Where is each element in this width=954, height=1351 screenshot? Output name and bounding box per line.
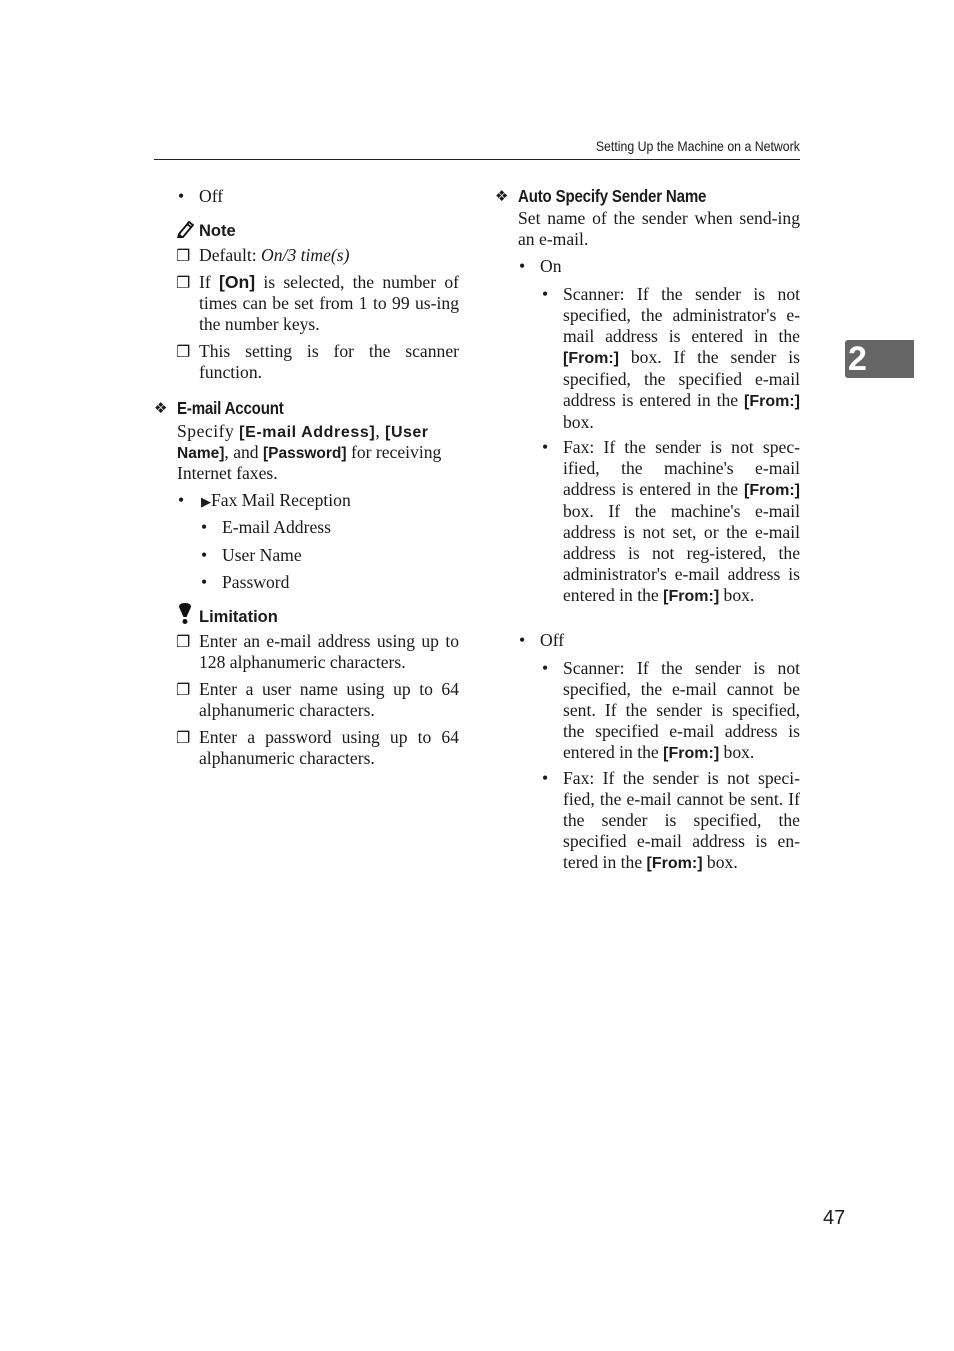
note-heading: Note xyxy=(199,222,236,240)
off-fax-text: Fax: If the sender is not speci-fied, the e-mail cannot be sent. If the sender is specified, the specified e-mail address is en-tered in the [From:] box. xyxy=(563,768,800,872)
off-option-right: Off xyxy=(540,630,565,650)
email-account-line3: Internet faxes. xyxy=(177,463,278,483)
sub-item-email-address: E-mail Address xyxy=(222,517,331,537)
bullet-icon: • xyxy=(542,284,549,304)
limitation-item: Enter an e-mail address using up to 128 alphanumeric characters. xyxy=(199,631,459,672)
key-name: Name] xyxy=(177,445,225,462)
off-scanner-text: Scanner: If the sender is not specified, the e-mail cannot be sent. If the sender is specified, the specified e-mail address is entered in the [From:] box. xyxy=(563,658,800,762)
key-email-address: [E-mail Address] xyxy=(239,424,376,441)
chapter-number: 2 xyxy=(848,340,867,378)
bullet-icon: • xyxy=(201,572,208,592)
checkbox-icon: ❐ xyxy=(176,680,191,699)
chapter-tab xyxy=(845,340,914,378)
limitation-item: Enter a password using up to 64 alphanumeric characters. xyxy=(199,727,459,768)
key-from: [From:] xyxy=(563,350,619,367)
checkbox-icon: ❐ xyxy=(176,632,191,651)
checkbox-icon: ❐ xyxy=(176,273,191,292)
checkbox-icon: ❐ xyxy=(176,342,191,361)
key-from: [From:] xyxy=(744,482,800,499)
arrow-right-icon: ▶ xyxy=(201,494,211,509)
email-account-line2: Name], and [Password] for receiving xyxy=(177,442,442,462)
key-from: [From:] xyxy=(744,393,800,410)
pencil-note-icon xyxy=(176,220,196,243)
checkbox-icon: ❐ xyxy=(176,728,191,747)
diamond-icon: ❖ xyxy=(154,399,168,417)
bullet-icon: • xyxy=(542,437,549,457)
page-number: 47 xyxy=(823,1207,846,1229)
key-password: [Password] xyxy=(263,445,347,462)
limitation-exclamation-icon xyxy=(177,603,193,630)
off-option: Off xyxy=(199,186,224,206)
auto-specify-intro: Set name of the sender when send-ing an e-mail. xyxy=(518,208,800,249)
bullet-icon: • xyxy=(201,517,208,537)
bullet-icon: • xyxy=(519,630,526,650)
diamond-icon: ❖ xyxy=(495,187,509,205)
email-account-line1: Specify [E-mail Address], [User xyxy=(177,421,429,441)
note-item-scanner: This setting is for the scanner function. xyxy=(199,341,459,382)
limitation-item: Enter a user name using up to 64 alphanumeric characters. xyxy=(199,679,459,720)
bullet-icon: • xyxy=(542,658,549,678)
header-rule xyxy=(154,159,800,160)
sub-item-password: Password xyxy=(222,572,290,592)
bullet-icon: • xyxy=(542,768,549,788)
bullet-icon: • xyxy=(178,490,185,510)
default-value: On/3 time(s) xyxy=(261,245,350,265)
email-account-heading: E-mail Account xyxy=(177,398,284,418)
key-from: [From:] xyxy=(663,745,720,762)
running-header: Setting Up the Machine on a Network xyxy=(595,138,800,154)
on-option: On xyxy=(540,256,562,276)
key-user: [User xyxy=(385,424,429,441)
key-from: [From:] xyxy=(663,588,720,605)
note-item-on: If [On] is selected, the number of times can be set from 1 to 99 us-ing the number keys. xyxy=(199,272,459,334)
sub-item-user-name: User Name xyxy=(222,545,302,565)
auto-specify-heading: Auto Specify Sender Name xyxy=(518,186,707,206)
checkbox-icon: ❐ xyxy=(176,246,191,265)
key-from: [From:] xyxy=(646,855,703,872)
bullet-icon: • xyxy=(519,256,526,276)
key-on: [On] xyxy=(218,272,256,292)
limitation-heading: Limitation xyxy=(199,608,278,626)
on-scanner-text: Scanner: If the sender is not specified, the administrator's e-mail address is entered in the [From:] box. If the sender is specified, the specified e-mail address is entered in the [From:] box. xyxy=(563,284,800,432)
on-fax-text: Fax: If the sender is not spec-ified, the machine's e-mail address is entered in the [From:] box. If the machine's e-mail address is not set, or the e-mail address is not reg-istered, the administrator's e-mail address is entered in the [From:] box. xyxy=(563,437,800,605)
bullet-icon: • xyxy=(178,186,185,206)
reference-link[interactable]: ▶Fax Mail Reception xyxy=(201,490,351,510)
note-item-default: Default: On/3 time(s) xyxy=(199,245,350,265)
bullet-icon: • xyxy=(201,545,208,565)
